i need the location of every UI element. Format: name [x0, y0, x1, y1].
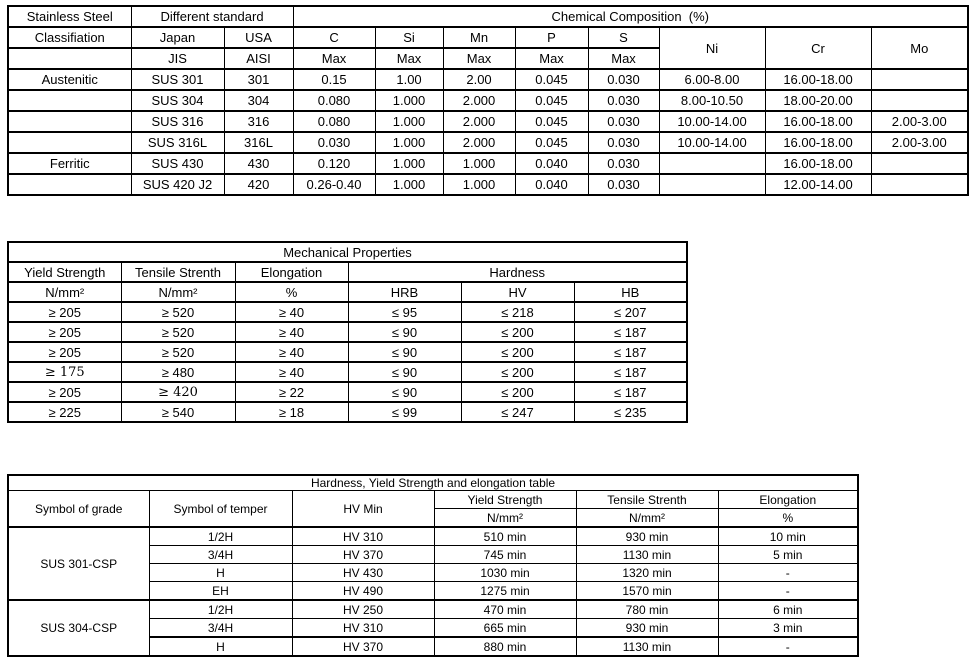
col-header-hv: HV	[461, 282, 574, 302]
table-cell: 665 min	[434, 619, 576, 638]
unit-label: N/mm²	[8, 282, 121, 302]
col-header-mn: Mn	[443, 27, 515, 48]
table-cell: 1030 min	[434, 564, 576, 582]
aisi-header: AISI	[224, 48, 293, 69]
col-header-elongation: Elongation	[235, 262, 348, 282]
table-cell: ≤ 90	[348, 342, 461, 362]
table-title: Hardness, Yield Strength and elongation table	[8, 475, 858, 491]
table-row	[8, 242, 687, 262]
unit-label: N/mm²	[121, 282, 235, 302]
jis-header: JIS	[131, 48, 224, 69]
japan-header: Japan	[131, 27, 224, 48]
table-row	[8, 475, 858, 491]
col-header-yield-strength: Yield Strength	[8, 262, 121, 282]
table-row	[8, 111, 968, 132]
corner-title: Stainless Steel	[8, 6, 131, 27]
table-cell: 12.00-14.00	[765, 174, 871, 195]
table-cell: 6 min	[718, 600, 858, 619]
table-cell: ≥ 40	[235, 362, 348, 382]
table-row	[8, 27, 968, 48]
table-row	[8, 262, 687, 282]
col-header-tensile-strength: Tensile Strenth	[121, 262, 235, 282]
table-cell: 780 min	[576, 600, 718, 619]
col-header-grade: Symbol of grade	[8, 491, 149, 528]
table-cell: ≤ 235	[574, 402, 687, 422]
table-cell	[871, 174, 968, 195]
table-cell: 1275 min	[434, 582, 576, 601]
table-cell: EH	[149, 582, 292, 601]
table-cell: 0.030	[588, 69, 659, 90]
table-cell: ≥ 540	[121, 402, 235, 422]
table-cell: ≥ 40	[235, 322, 348, 342]
table-cell: SUS 316L	[131, 132, 224, 153]
table-cell: ≤ 200	[461, 362, 574, 382]
table-row	[8, 302, 687, 322]
table-cell: 2.00	[443, 69, 515, 90]
table-cell	[871, 69, 968, 90]
table-row	[8, 153, 968, 174]
table-row	[8, 90, 968, 111]
table-cell: 0.15	[293, 69, 375, 90]
max-label: Max	[375, 48, 443, 69]
table-cell: 930 min	[576, 619, 718, 638]
table-cell: 5 min	[718, 546, 858, 564]
table-row	[8, 282, 687, 302]
table-cell: 1.000	[443, 153, 515, 174]
table-cell: Austenitic	[8, 69, 131, 90]
col-header-hb: HB	[574, 282, 687, 302]
table-cell: ≤ 187	[574, 342, 687, 362]
col-header-ni: Ni	[659, 27, 765, 69]
table-cell: 3/4H	[149, 619, 292, 638]
table-cell: 10 min	[718, 527, 858, 546]
table-cell: ≤ 187	[574, 362, 687, 382]
table-cell: ≥ 18	[235, 402, 348, 422]
unit-label: %	[235, 282, 348, 302]
table-cell: 301	[224, 69, 293, 90]
table-cell: ≥ 22	[235, 382, 348, 402]
grade-cell: SUS 301-CSP	[8, 527, 149, 600]
table-cell: 1130 min	[576, 637, 718, 656]
table-cell: 16.00-18.00	[765, 111, 871, 132]
table-cell: 0.040	[515, 153, 588, 174]
table-cell: ≤ 99	[348, 402, 461, 422]
table-cell: 316L	[224, 132, 293, 153]
table-cell: 0.030	[588, 174, 659, 195]
table-cell: ≥ 225	[8, 402, 121, 422]
table-cell: 1/2H	[149, 527, 292, 546]
max-label: Max	[515, 48, 588, 69]
col-header-si: Si	[375, 27, 443, 48]
table-cell: 16.00-18.00	[765, 69, 871, 90]
table-cell: 2.000	[443, 111, 515, 132]
table-cell: 0.030	[588, 153, 659, 174]
table-cell: 10.00-14.00	[659, 132, 765, 153]
col-header-mo: Mo	[871, 27, 968, 69]
max-label: Max	[588, 48, 659, 69]
table-cell: 0.080	[293, 111, 375, 132]
table-cell: HV 430	[292, 564, 434, 582]
table-cell: Ferritic	[8, 153, 131, 174]
table-cell: 0.040	[515, 174, 588, 195]
table-cell: 0.045	[515, 69, 588, 90]
chemical-composition-table	[7, 5, 969, 196]
table-cell: 1570 min	[576, 582, 718, 601]
table-cell: ≤ 95	[348, 302, 461, 322]
table-cell: SUS 316	[131, 111, 224, 132]
table-cell: 316	[224, 111, 293, 132]
table-cell: SUS 301	[131, 69, 224, 90]
table-cell	[659, 174, 765, 195]
table-cell: H	[149, 637, 292, 656]
table-cell: ≤ 90	[348, 382, 461, 402]
table-cell: 0.030	[588, 132, 659, 153]
table-row	[8, 362, 687, 382]
table-cell: ≤ 247	[461, 402, 574, 422]
table-row	[8, 527, 858, 546]
table-cell: ≥ 205	[8, 322, 121, 342]
table-cell: 0.26-0.40	[293, 174, 375, 195]
table-cell: 1.000	[375, 90, 443, 111]
table-title: Mechanical Properties	[8, 242, 687, 262]
table-cell: HV 250	[292, 600, 434, 619]
table-cell: 6.00-8.00	[659, 69, 765, 90]
col-header-hv-min: HV Min	[292, 491, 434, 528]
table-cell: ≤ 90	[348, 362, 461, 382]
grade-cell: SUS 304-CSP	[8, 600, 149, 656]
table-row	[8, 402, 687, 422]
table-row	[8, 69, 968, 90]
table-cell: 0.045	[515, 111, 588, 132]
col-header-p: P	[515, 27, 588, 48]
table-cell: 2.00-3.00	[871, 132, 968, 153]
table-cell: 3/4H	[149, 546, 292, 564]
table-cell: 304	[224, 90, 293, 111]
table-cell: 0.045	[515, 90, 588, 111]
table-cell: 0.080	[293, 90, 375, 111]
table-cell: HV 490	[292, 582, 434, 601]
table-cell: 1.000	[375, 132, 443, 153]
col-header-s: S	[588, 27, 659, 48]
table-cell	[8, 132, 131, 153]
table-cell: ≤ 200	[461, 342, 574, 362]
table-cell: 0.045	[515, 132, 588, 153]
table-row	[8, 132, 968, 153]
col-header-hrb: HRB	[348, 282, 461, 302]
table-cell: 1/2H	[149, 600, 292, 619]
table-cell: ≤ 90	[348, 322, 461, 342]
table-cell: ≥ 520	[121, 322, 235, 342]
table-cell: ≤ 207	[574, 302, 687, 322]
col-header-yield-strength: Yield Strength	[434, 491, 576, 509]
table-cell: SUS 304	[131, 90, 224, 111]
table-cell: ≥ 205	[8, 342, 121, 362]
table-cell: 0.030	[588, 111, 659, 132]
table-cell: SUS 430	[131, 153, 224, 174]
table-row	[8, 6, 968, 27]
hardness-yield-elongation-table	[7, 474, 859, 657]
table-cell: 745 min	[434, 546, 576, 564]
table-cell: ≤ 187	[574, 322, 687, 342]
table-row	[8, 600, 858, 619]
standard-header: Different standard	[131, 6, 293, 27]
table-cell: 2.000	[443, 90, 515, 111]
table-cell: 18.00-20.00	[765, 90, 871, 111]
table-cell: ≥ 205	[8, 382, 121, 402]
table-cell	[871, 90, 968, 111]
table-cell: 880 min	[434, 637, 576, 656]
table-cell: -	[718, 564, 858, 582]
composition-header: Chemical Composition (%)	[293, 6, 968, 27]
table-cell: 0.030	[588, 90, 659, 111]
table-cell: 16.00-18.00	[765, 132, 871, 153]
empty-cell	[8, 48, 131, 69]
table-row	[8, 322, 687, 342]
col-header-cr: Cr	[765, 27, 871, 69]
table-cell: 1.000	[375, 111, 443, 132]
col-header-tensile-strength: Tensile Strenth	[576, 491, 718, 509]
table-cell: ≤ 187	[574, 382, 687, 402]
col-header-c: C	[293, 27, 375, 48]
table-cell: 430	[224, 153, 293, 174]
table-cell: 470 min	[434, 600, 576, 619]
table-cell: SUS 420 J2	[131, 174, 224, 195]
classification-header: Classifiation	[8, 27, 131, 48]
table-cell: HV 370	[292, 546, 434, 564]
table-cell: 8.00-10.50	[659, 90, 765, 111]
table-row	[8, 382, 687, 402]
col-header-temper: Symbol of temper	[149, 491, 292, 528]
unit-label: N/mm²	[576, 509, 718, 528]
table-cell: ≥ 40	[235, 342, 348, 362]
table-cell: ≥ 175	[8, 362, 121, 382]
table-cell	[8, 111, 131, 132]
col-header-elongation: Elongation	[718, 491, 858, 509]
table-row	[8, 491, 858, 509]
table-row	[8, 342, 687, 362]
table-cell: ≥ 420	[121, 382, 235, 402]
table-row	[8, 174, 968, 195]
table-cell: ≥ 520	[121, 302, 235, 322]
table-cell	[871, 153, 968, 174]
table-cell	[659, 153, 765, 174]
max-label: Max	[443, 48, 515, 69]
unit-label: %	[718, 509, 858, 528]
mechanical-properties-table	[7, 241, 688, 423]
table-cell: 2.00-3.00	[871, 111, 968, 132]
table-cell: 0.030	[293, 132, 375, 153]
unit-label: N/mm²	[434, 509, 576, 528]
table-cell: 3 min	[718, 619, 858, 638]
table-cell: 510 min	[434, 527, 576, 546]
table-cell	[8, 90, 131, 111]
table-cell: ≤ 200	[461, 382, 574, 402]
table-cell: 930 min	[576, 527, 718, 546]
table-cell: 2.000	[443, 132, 515, 153]
table-cell: -	[718, 582, 858, 601]
table-cell: HV 310	[292, 527, 434, 546]
table-cell: ≥ 205	[8, 302, 121, 322]
table-cell: ≥ 520	[121, 342, 235, 362]
table-cell: HV 370	[292, 637, 434, 656]
table-cell: 1.00	[375, 69, 443, 90]
table-cell: 0.120	[293, 153, 375, 174]
table-cell: 1320 min	[576, 564, 718, 582]
table-cell: 1.000	[443, 174, 515, 195]
table-cell: 1.000	[375, 174, 443, 195]
table-cell: ≤ 200	[461, 322, 574, 342]
usa-header: USA	[224, 27, 293, 48]
table-cell: ≥ 40	[235, 302, 348, 322]
col-header-hardness: Hardness	[348, 262, 687, 282]
table-cell: 10.00-14.00	[659, 111, 765, 132]
table-cell: 1.000	[375, 153, 443, 174]
table-cell: ≤ 218	[461, 302, 574, 322]
table-cell: H	[149, 564, 292, 582]
max-label: Max	[293, 48, 375, 69]
table-cell: ≥ 480	[121, 362, 235, 382]
table-cell	[8, 174, 131, 195]
table-cell: 16.00-18.00	[765, 153, 871, 174]
table-cell: -	[718, 637, 858, 656]
table-cell: 1130 min	[576, 546, 718, 564]
table-cell: HV 310	[292, 619, 434, 638]
table-cell: 420	[224, 174, 293, 195]
